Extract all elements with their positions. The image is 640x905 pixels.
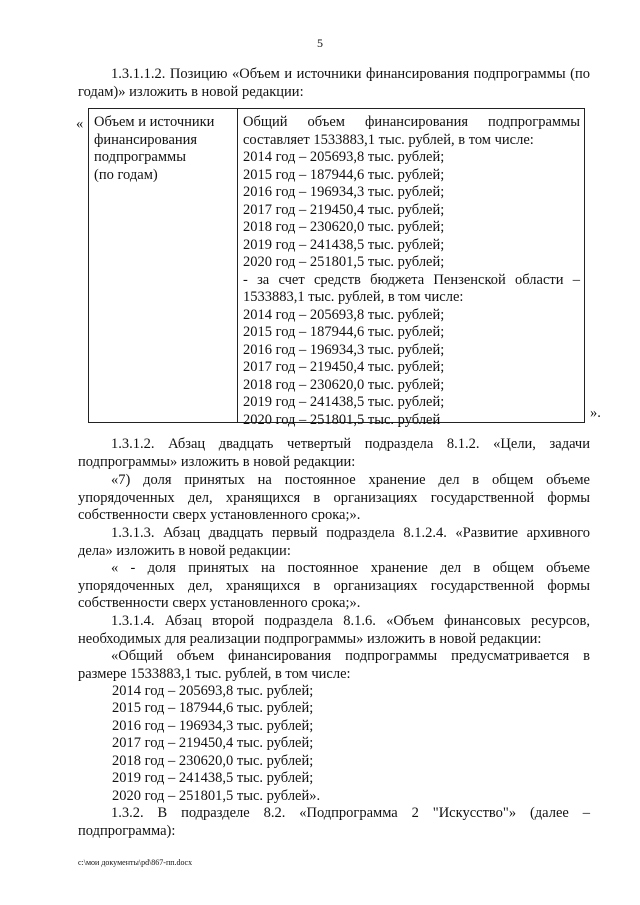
table-left-cell	[94, 114, 232, 184]
paragraph-1-3-1-4: 1.3.1.4. Абзац второй подраздела 8.1.6. «Объем финансовых ресурсов, необходимых для реализации подпрограммы» изложить в новой редакции:	[78, 613, 590, 647]
year-line: 2020 год – 251801,5 тыс. рублей».	[112, 788, 321, 804]
table-right-cell	[243, 114, 580, 429]
year-line: 2016 год – 196934,3 тыс. рублей;	[112, 718, 314, 734]
right-cell-line: составляет 1533883,1 тыс. рублей, в том числе:	[243, 131, 534, 148]
right-cell-line: 2017 год – 219450,4 тыс. рублей;	[243, 201, 445, 218]
paragraph-1-3-1-3: 1.3.1.3. Абзац двадцать первый подраздела 8.1.2.4. «Развитие архивного дела» изложить в новой редакции:	[78, 525, 590, 559]
year-line: 2015 год – 187944,6 тыс. рублей;	[112, 700, 314, 716]
year-line: 2018 год – 230620,0 тыс. рублей;	[112, 753, 314, 769]
right-cell-line: 2020 год – 251801,5 тыс. рублей	[243, 411, 441, 428]
right-cell-line: 2015 год – 187944,6 тыс. рублей;	[243, 324, 445, 340]
paragraph-1-3-1-3-quote: « - доля принятых на постоянное хранение дел в общем объеме упорядоченных дел, хранящихся в организациях государственной формы собственности сверх установленного срока;».	[78, 560, 590, 611]
paragraph-1-3-2: 1.3.2. В подразделе 8.2. «Подпрограмма 2 "Искусство"» (далее – подпрограмма):	[78, 805, 590, 839]
left-cell-line: Объем и источники	[94, 114, 215, 130]
right-cell-line: 2020 год – 251801,5 тыс. рублей;	[243, 254, 445, 270]
page-number: 5	[317, 36, 323, 50]
right-cell-line: - за счет средств бюджета Пензенской области –	[243, 271, 580, 288]
right-cell-line: 2019 год – 241438,5 тыс. рублей;	[243, 236, 445, 253]
left-cell-line: (по годам)	[94, 166, 158, 183]
right-cell-line: 2014 год – 205693,8 тыс. рублей;	[243, 306, 445, 323]
left-cell-line: подпрограммы	[94, 149, 186, 165]
year-line: 2017 год – 219450,4 тыс. рублей;	[112, 735, 314, 751]
paragraph-1-3-1-4-quote: «Общий объем финансирования подпрограммы предусматривается в размере 1533883,1 тыс. рублей, в том числе:	[78, 648, 590, 682]
right-cell-line: Общий объем финансирования подпрограммы	[243, 114, 580, 130]
year-line: 2014 год – 205693,8 тыс. рублей;	[112, 683, 314, 699]
table-close-quote: ».	[590, 405, 601, 421]
right-cell-line: 2014 год – 205693,8 тыс. рублей;	[243, 149, 445, 165]
paragraph-1-3-1-2: 1.3.1.2. Абзац двадцать четвертый подраздела 8.1.2. «Цели, задачи подпрограммы» изложить в новой редакции:	[78, 436, 590, 470]
paragraph-1-3-1-2-quote: «7) доля принятых на постоянное хранение дел в общем объеме упорядоченных дел, хранящихся в организациях государственной формы собственности сверх установленного срока;».	[78, 472, 590, 523]
footer-file-path: c:\мои документы\pd\867-пп.docx	[78, 858, 193, 867]
table-open-quote: «	[76, 116, 84, 132]
right-cell-line: 2018 год – 230620,0 тыс. рублей;	[243, 376, 445, 393]
financing-table	[88, 108, 585, 428]
table-column-divider	[237, 109, 238, 422]
left-cell-line: финансирования	[94, 131, 198, 148]
year-line: 2019 год – 241438,5 тыс. рублей;	[112, 770, 314, 786]
right-cell-line: 2019 год – 241438,5 тыс. рублей;	[243, 394, 445, 410]
right-cell-line: 2015 год – 187944,6 тыс. рублей;	[243, 166, 445, 183]
heading-paragraph: 1.3.1.1.2. Позицию «Объем и источники финансирования подпрограммы (по годам)» изложить в новой редакции:	[78, 66, 590, 100]
right-cell-line: 1533883,1 тыс. рублей, в том числе:	[243, 289, 464, 305]
right-cell-line: 2016 год – 196934,3 тыс. рублей;	[243, 184, 445, 200]
right-cell-line: 2017 год – 219450,4 тыс. рублей;	[243, 359, 445, 375]
right-cell-line: 2018 год – 230620,0 тыс. рублей;	[243, 219, 445, 235]
right-cell-line: 2016 год – 196934,3 тыс. рублей;	[243, 341, 445, 358]
